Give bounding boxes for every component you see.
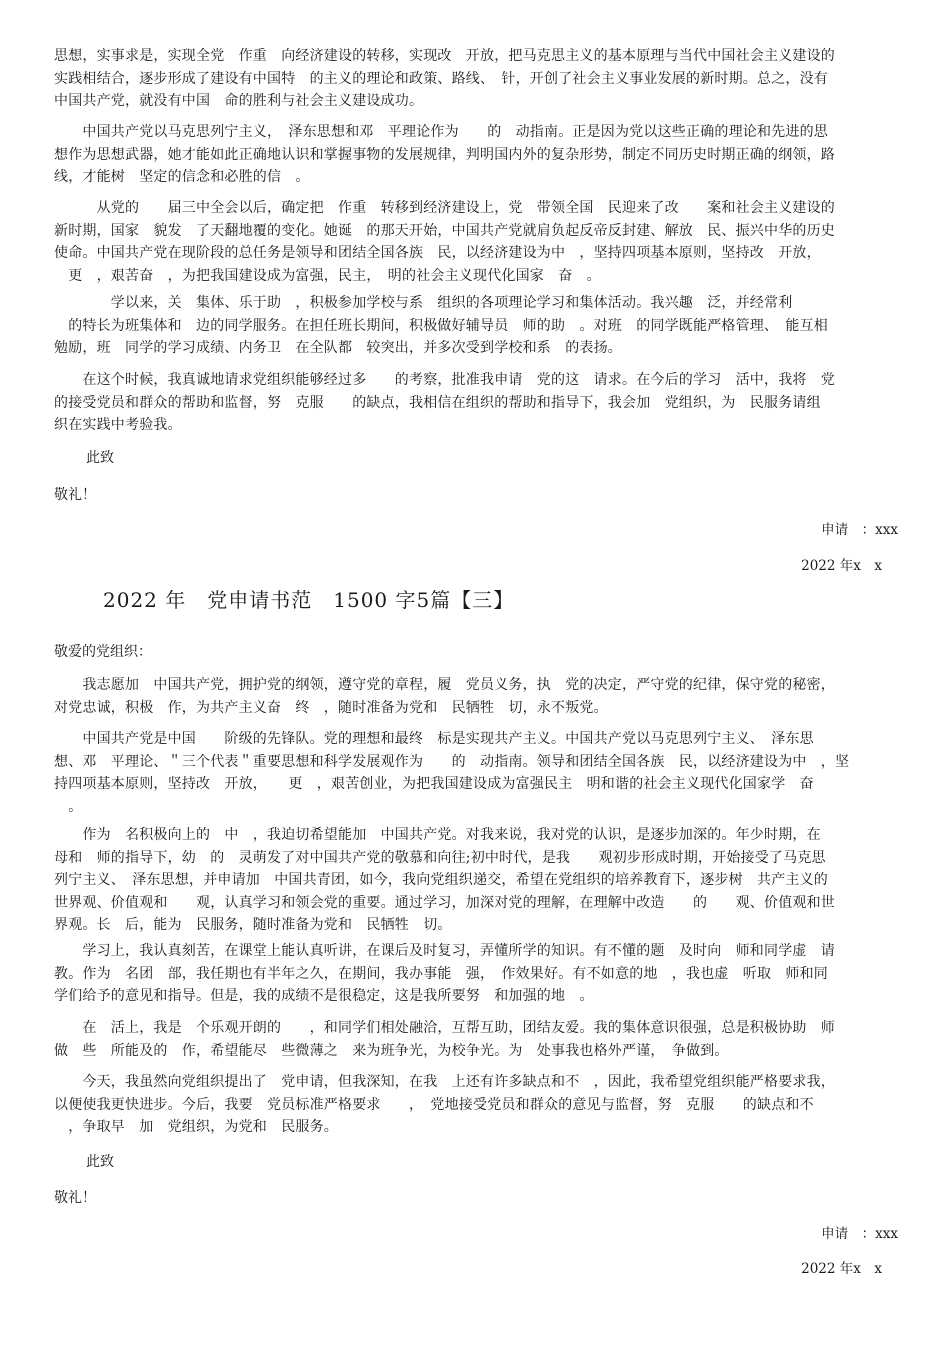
text-line: 对党忠诚，积极 作，为共产主义奋 终 ，随时准备为党和 民牺牲 切，永不叛党。 [54,699,608,716]
text-line: 中国共产党，就没有中国 命的胜利与社会主义建设成功。 [54,93,424,109]
text-line: 中国共产党以马克思列宁主义， 泽东思想和邓 平理论作为 的 动指南。正是因为党以这些正确的理论和先进的思 [54,124,828,140]
text-line: 教。作为 名团 部，我任期也有半年之久，在期间，我办事能 强， 作效果好。有不如意的地 ，我也虚 听取 师和同 [54,965,828,982]
text-line: 母和 师的指导下，幼 的 灵萌发了对中国共产党的敬慕和向往;初中时代，是我 观初步形成时期，开始接受了马克思 [54,849,826,866]
paragraph [54,940,898,1008]
paragraph [54,728,898,818]
text-line: 实践相结合，逐步形成了建设有中国特 的主义的理论和政策、路线、 针，开创了社会主义事业发展的新时期。总之，没有 [54,70,828,87]
closing-jingli: 敬礼！ [54,1190,96,1206]
text-line: 想作为思想武器，她才能如此正确地认识和掌握事物的发展规律，判明国内外的复杂形势，制定不同历史时期正确的纲领，路 [54,146,835,163]
text-line: 做 些 所能及的 作，希望能尽 些微薄之 来为班争光，为校争光。为 处事我也格外严谨， 争做到。 [54,1042,729,1059]
text-line: 学们给予的意见和指导。但是，我的成绩不是很稳定，这是我所要努 和加强的地 。 [54,988,594,1004]
section-heading: 2022 年 党申请书范 1500 字5篇【三】 [103,588,515,612]
text-line: 作为 名积极向上的 中 ，我迫切希望能加 中国共产党。对我来说，我对党的认识，是逐步加深的。年少时期，在 [54,827,821,843]
text-line: 新时期，国家 貌发 了天翻地覆的变化。她诞 的那天开始，中国共产党就肩负起反帝反封建、解放 民、振兴中华的历史 [54,222,835,239]
application-date: 2022 年x x [801,1261,882,1277]
text-line: 学以来，关 集体、乐于助 ，积极参加学校与系 组织的各项理论学习和集体活动。我兴趣 泛，并经常利 [54,295,793,311]
closing-jingli: 敬礼！ [54,487,96,503]
paragraph [54,369,898,437]
applicant-signature: 申请 ：xxx [821,522,898,538]
text-line: 更 ，艰苦奋 ，为把我国建设成为富强，民主， 明的社会主义现代化国家 奋 。 [54,267,601,284]
text-line: 在这个时候，我真诚地请求党组织能够经过多 的考察，批准我申请 党的这 请求。在今后的学习 活中，我将 党 [54,372,835,388]
text-line: 勉励，班 同学的学习成绩、内务卫 在全队都 较突出，并多次受到学校和系 的表扬。 [54,340,622,356]
text-line: 今天，我虽然向党组织提出了 党申请，但我深知，在我 上还有许多缺点和不 ，因此，我希望党组织能严格要求我， [54,1074,835,1090]
text-line: 列宁主义、 泽东思想，并申请加 中国共青团，如今，我向党组织递交，希望在党组织的培养教育下，逐步树 共产主义的 [54,872,828,888]
closing-cizhi: 此致 [86,1154,114,1170]
application-date: 2022 年x x [801,558,882,574]
paragraph [54,197,898,287]
text-line: 中国共产党是中国 阶级的先锋队。党的理想和最终 标是实现共产主义。中国共产党以马克思列宁主义、 泽东思 [54,731,814,747]
text-line: 从党的 届三中全会以后，确定把 作重 转移到经济建设上，党 带领全国 民迎来了改 案和社会主义建设的 [54,200,835,216]
paragraph [54,121,898,189]
text-line: 在 活上，我是 个乐观开朗的 ，和同学们相处融洽，互帮互助，团结友爱。我的集体意识很强，总是积极协助 师 [54,1020,835,1036]
text-line: 世界观、价值观和 观，认真学习和领会党的重要。通过学习，加深对党的理解，在理解中改造 的 观、价值观和世 [54,894,835,911]
text-line: 以便使我更快进步。今后，我要 党员标准严格要求 ， 党地接受党员和群众的意见与监督，努 克服 的缺点和不 [54,1096,814,1113]
text-line: 思想，实事求是，实现全党 作重 向经济建设的转移，实现改 开放，把马克思主义的基本原理与当代中国社会主义建设的 [54,48,835,64]
applicant-signature: 申请 ：xxx [821,1226,898,1242]
paragraph [54,292,898,360]
paragraph [54,1017,898,1062]
text-line: 想、邓 平理论、＂三个代表＂重要思想和科学发展观作为 的 动指南。领导和团结全国各族 民，以经济建设为中 ，坚 [54,753,850,770]
text-line: ，争取早 加 党组织，为党和 民服务。 [54,1119,338,1135]
text-line: 的特长为班集体和 边的同学服务。在担任班长期间，积极做好辅导员 师的助 。对班 的同学既能严格管理、 能互相 [54,317,828,334]
text-line: 学习上，我认真刻苦，在课堂上能认真听讲，在课后及时复习，弄懂所学的知识。有不懂的题 及时向 师和同学虚 请 [54,943,835,959]
closing-cizhi: 此致 [86,450,114,466]
text-line: 的接受党员和群众的帮助和监督，努 克服 的缺点，我相信在组织的帮助和指导下，我会加 党组织，为 民服务请组 [54,394,821,411]
text-line: 织在实践中考验我。 [54,417,182,433]
text-line: 使命。中国共产党在现阶段的总任务是领导和团结全国各族 民，以经济建设为中 ，坚持四项基本原则，坚持改 开放， [54,245,821,261]
paragraph [54,674,898,719]
salutation: 敬爱的党组织： [54,644,152,660]
paragraph [54,45,898,113]
text-line: 持四项基本原则，坚持改 开放， 更 ，艰苦创业，为把我国建设成为富强民主 明和谐的社会主义现代化国家学 奋 [54,776,814,792]
paragraph [54,824,898,937]
paragraph [54,1071,898,1139]
text-line: 线，才能树 坚定的信念和必胜的信 。 [54,169,310,185]
text-line: 我志愿加 中国共产党，拥护党的纲领，遵守党的章程，履 党员义务，执 党的决定，严守党的纪律，保守党的秘密， [54,677,835,693]
text-line: 界观。长 后，能为 民服务，随时准备为党和 民牺牲 切。 [54,917,452,933]
text-line: 。 [54,798,83,815]
